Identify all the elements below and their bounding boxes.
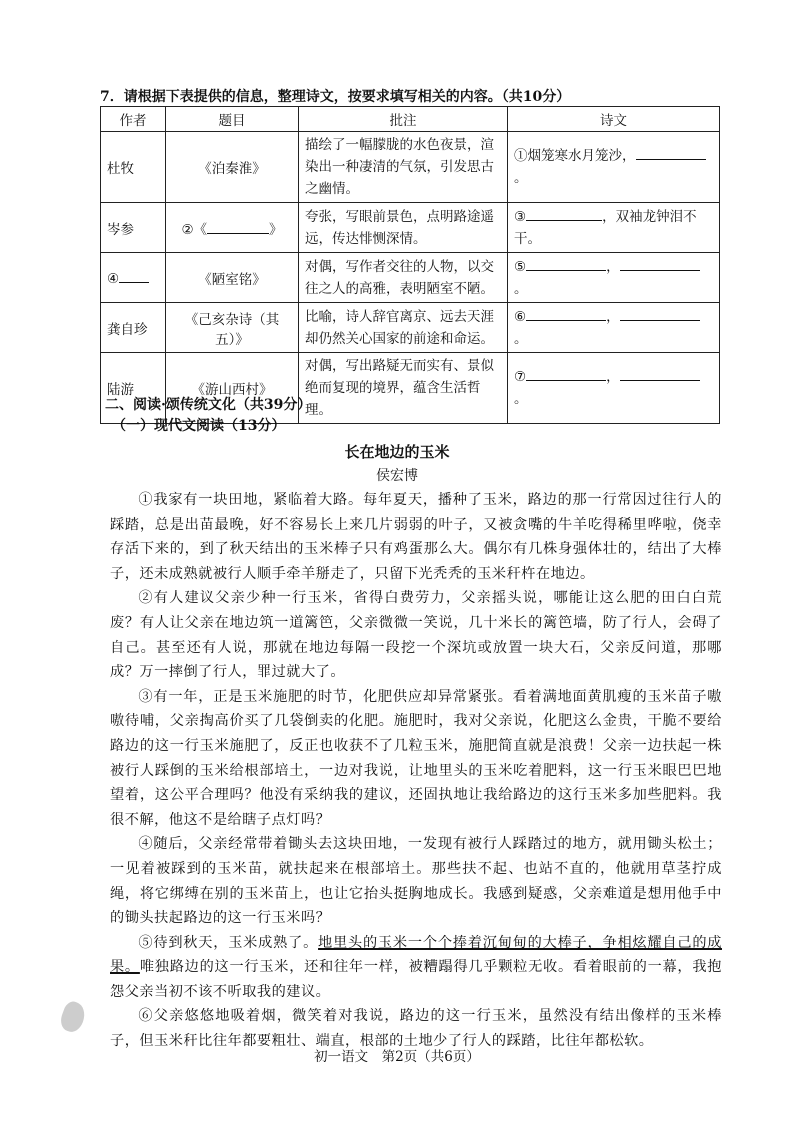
author-cell: 陆游 (101, 353, 166, 424)
verse-cell (508, 303, 720, 353)
answer-blank[interactable] (620, 366, 700, 381)
verse-text: ，双袖龙钟泪不干。 (514, 208, 697, 247)
table-header-row (101, 107, 720, 132)
paragraph-text: 唯独路边的这一行玉米，还和往年一样，被糟蹋得几乎颗粒无收。看着眼前的一幕，我抱怨父亲当初不该不听取我的建议。 (110, 959, 722, 1000)
paragraph: ②有人建议父亲少种一行玉米，省得白费劳力，父亲摇头说，哪能让这么肥的田白白荒废？有人让父亲在地边筑一道篱笆，父亲微微一笑说，几十米长的篱笆墙，防了行人，会碍了自己。甚至还有人说，那就在地边每隔一段挖一个深坑或放置一块大石，父亲反问道，那哪成？万一摔倒了行人，罪过就大了。 (110, 590, 722, 681)
verse-text: ⑦ (514, 369, 527, 385)
verse-text: ③ (514, 208, 527, 225)
note-cell: 对偶，写作者交往的人物，以交往之人的高雅，表明陋室不陋。 (299, 253, 508, 303)
table-row (101, 253, 720, 303)
author-cell: 杜牧 (101, 132, 166, 203)
note-cell: 夸张，写眼前景色，点明路途遥远，传达悱恻深情。 (299, 203, 508, 253)
answer-blank[interactable] (526, 206, 602, 221)
answer-blank[interactable] (207, 219, 269, 234)
title-cell: 《泊秦淮》 (166, 132, 299, 203)
answer-blank[interactable] (526, 366, 606, 381)
note-cell: 描绘了一幅朦胧的水色夜景，渲染出一种凄清的气氛，引发思古之幽情。 (299, 132, 508, 203)
header-note: 批注 (299, 107, 508, 132)
author-text: ④ (107, 271, 120, 287)
poem-info-table (100, 106, 720, 424)
title-cell (166, 203, 299, 253)
verse-text: 。 (514, 391, 528, 407)
page-footer: 初一语文 第2页（共6页） (314, 1049, 480, 1065)
section-heading: 二、阅读·颂传统文化（共39分） (105, 397, 312, 413)
author-cell (101, 253, 166, 303)
paragraph (110, 931, 722, 1005)
verse-text: ⑥ (514, 308, 527, 325)
paragraph: ④随后，父亲经常带着锄头去这块田地，一发现有被行人踩踏过的地方，就用锄头松土；一见着被踩到的玉米苗，就扶起来在根部培土。那些扶不起、也站不直的，他就用草茎拧成绳，将它绑缚在别的玉米苗上，也让它抬头挺胸地成长。我感到疑惑，父亲难道是想用他手中的锄头扶起路边的这一行玉米吗？ (110, 836, 722, 927)
paragraph: ③有一年，正是玉米施肥的时节，化肥供应却异常紧张。看着满地面黄肌瘦的玉米苗子嗷嗷待哺，父亲掏高价买了几袋倒卖的化肥。施肥时，我对父亲说，化肥这么金贵，干脆不要给路边的这一行玉米施肥了，反正也收获不了几粒玉米，施肥简直就是浪费！父亲一边扶起一株被行人踩倒的玉米给根部培土，一边对我说，让地里头的玉米吃着肥料，这一行玉米眼巴巴地望着，这公平合理吗？他没有采纳我的建议，还固执地让我给路边的这行玉米多加些肥料。我很不解，他这不是给瞎子点灯吗？ (110, 688, 722, 828)
title-cell: 《己亥杂诗（其五）》 (166, 303, 299, 353)
verse-text: ， (606, 258, 620, 275)
underlined-sentence: 地里头的玉米一个个捧着沉甸甸的大棒子，争相炫耀自己的成果。 (110, 934, 722, 976)
question-7-title: 7．请根据下表提供的信息，整理诗文，按要求填写相关的内容。（共10分） (100, 89, 571, 105)
scan-smudge (58, 999, 89, 1035)
answer-blank[interactable] (636, 145, 706, 160)
title-cell: 《陋室铭》 (166, 253, 299, 303)
verse-text: ⑤ (514, 258, 527, 275)
verse-cell (508, 353, 720, 424)
table-row (101, 203, 720, 253)
title-cell: 《游山西村》 (166, 353, 299, 424)
note-cell: 比喻，诗人辞官离京、远去天涯却仍然关心国家的前途和命运。 (299, 303, 508, 353)
verse-text: 。 (514, 330, 528, 347)
paragraph-text: ⑤待到秋天，玉米成熟了。 (138, 934, 319, 951)
answer-blank[interactable] (526, 256, 606, 271)
article-author: 侯宏博 (376, 468, 418, 484)
verse-text: 。 (514, 170, 528, 186)
verse-cell (508, 203, 720, 253)
article-body (110, 488, 722, 1054)
answer-blank[interactable] (119, 268, 149, 283)
table-row (101, 132, 720, 203)
verse-cell (508, 132, 720, 203)
subsection-heading: （一）现代文阅读（13分） (112, 418, 286, 434)
article-title: 长在地边的玉米 (344, 443, 450, 461)
title-text: 》 (269, 221, 283, 238)
verse-cell (508, 253, 720, 303)
verse-text: ， (606, 369, 620, 385)
paragraph: ①我家有一块田地，紧临着大路。每年夏天，播种了玉米，路边的那一行常因过往行人的踩踏，总是出苗最晚，好不容易长上来几片弱弱的叶子，又被贪嘴的牛羊吃得稀里哗啦，侥幸存活下来的，到了秋天结出的玉米棒子只有鸡蛋那么大。偶尔有几株身强体壮的，结出了大棒子，还未成熟就被行人顺手牵羊掰走了，只留下光秃秃的玉米秆杵在地边。 (110, 492, 722, 582)
paragraph: ⑥父亲悠悠地吸着烟，微笑着对我说，路边的这一行玉米，虽然没有结出像样的玉米棒子，但玉米秆比往年都要粗壮、端直，根部的土地少了行人的踩踏，比往年都松软。 (110, 1008, 722, 1050)
header-verse: 诗文 (508, 107, 720, 132)
author-cell: 龚自珍 (101, 303, 166, 353)
answer-blank[interactable] (620, 256, 700, 271)
header-title: 题目 (166, 107, 299, 132)
verse-text: ， (606, 308, 620, 325)
verse-text: 。 (514, 280, 528, 297)
note-cell: 对偶，写出路疑无而实有、景似绝而复现的境界，蕴含生活哲理。 (299, 353, 508, 424)
title-text: ②《 (181, 221, 208, 238)
answer-blank[interactable] (620, 306, 700, 321)
header-author: 作者 (101, 107, 166, 132)
table-row (101, 303, 720, 353)
answer-blank[interactable] (526, 306, 606, 321)
author-cell: 岑参 (101, 203, 166, 253)
verse-text: ①烟笼寒水月笼沙， (514, 148, 636, 164)
